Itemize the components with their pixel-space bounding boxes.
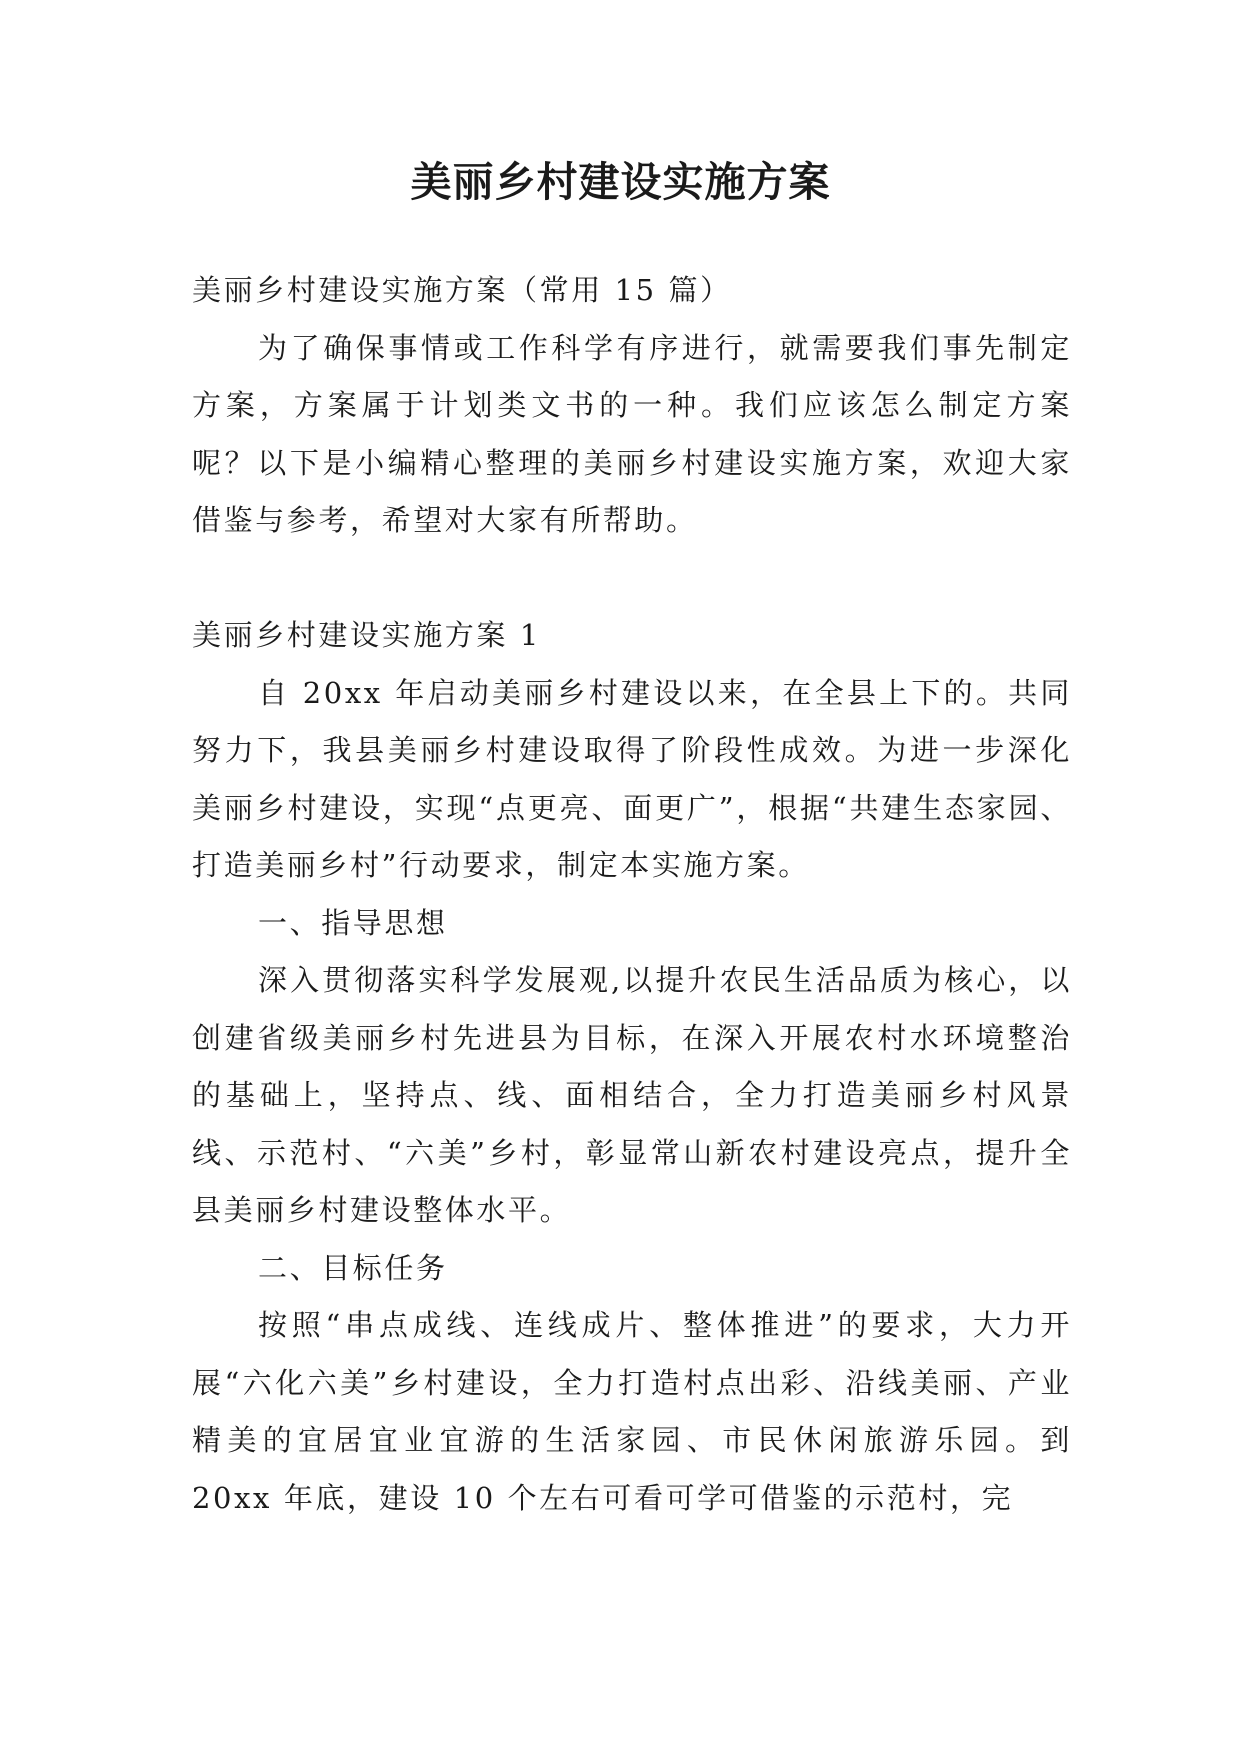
heading-goals-tasks: 二、目标任务 xyxy=(258,1250,448,1285)
document-title: 美丽乡村建设实施方案 xyxy=(410,158,831,206)
document-body xyxy=(192,262,1072,1527)
section-title: 美丽乡村建设实施方案 1 xyxy=(192,618,541,652)
goals-tasks-paragraph: 按照“串点成线、连线成片、整体推进”的要求，大力开展“六化六美”乡村建设，全力打造村点出彩、沿线美丽、产业精美的宜居宜业宜游的生活家园、市民休闲旅游乐园。到 20xx 年底，建设 10 个左右可看可学可借鉴的示范村，完 xyxy=(192,1308,1072,1515)
paragraph-gap xyxy=(192,550,1072,608)
intro-paragraph: 为了确保事情或工作科学有序进行，就需要我们事先制定方案，方案属于计划类文书的一种。我们应该怎么制定方案呢？以下是小编精心整理的美丽乡村建设实施方案，欢迎大家借鉴与参考，希望对大家有所帮助。 xyxy=(192,330,1072,537)
guiding-ideology-paragraph: 深入贯彻落实科学发展观,以提升农民生活品质为核心，以创建省级美丽乡村先进县为目标，在深入开展农村水环境整治的基础上，坚持点、线、面相结合，全力打造美丽乡村风景线、示范村、“六美”乡村，彰显常山新农村建设亮点，提升全县美丽乡村建设整体水平。 xyxy=(192,963,1072,1227)
section-paragraph: 自 20xx 年启动美丽乡村建设以来，在全县上下的。共同努力下，我县美丽乡村建设取得了阶段性成效。为进一步深化美丽乡村建设，实现“点更亮、面更广”，根据“共建生态家园、打造美丽乡村”行动要求，制定本实施方案。 xyxy=(192,675,1072,882)
heading-guiding-ideology: 一、指导思想 xyxy=(258,905,448,940)
document-subtitle: 美丽乡村建设实施方案（常用 15 篇） xyxy=(192,273,732,307)
